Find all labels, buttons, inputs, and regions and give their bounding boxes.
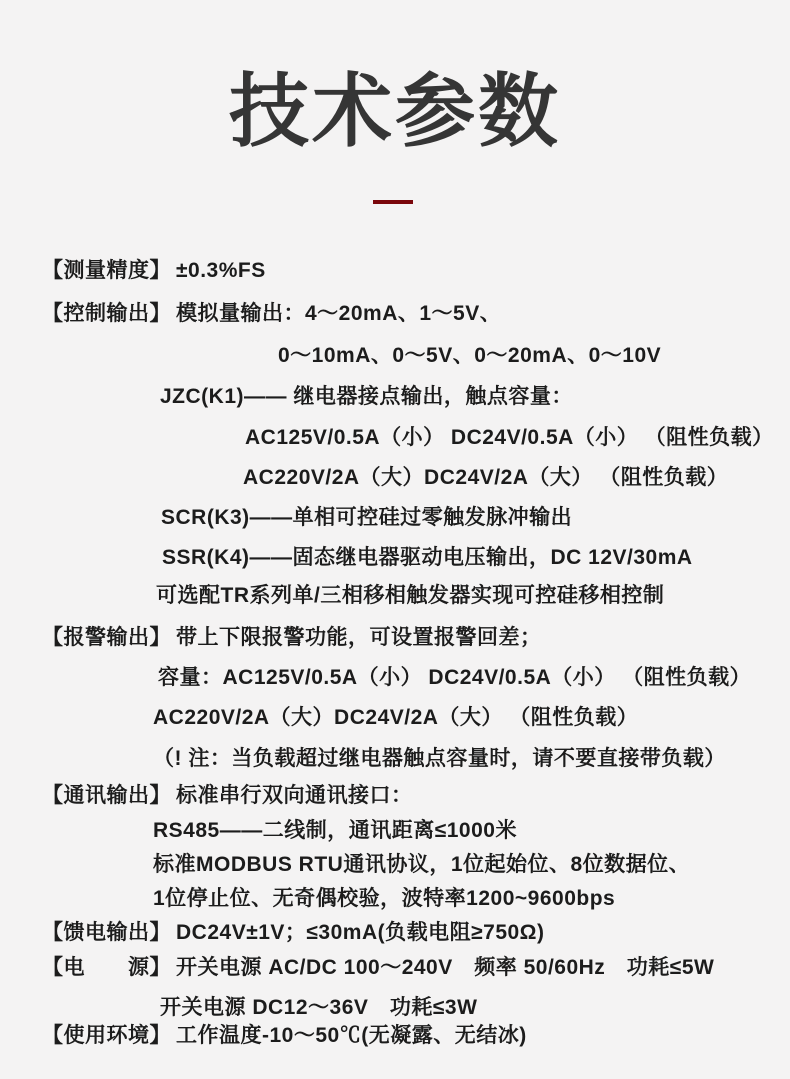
spec-value: 可选配TR系列单/三相移相触发器实现可控硅移相控制 (156, 584, 665, 607)
spec-label: 【使用环境】 (42, 1024, 171, 1047)
spec-value: ±0.3%FS (176, 259, 266, 282)
spec-line-feed-output (42, 918, 545, 948)
spec-value: AC125V/0.5A（小） DC24V/0.5A（小） （阻性负载） (245, 426, 774, 449)
spec-value: 标准MODBUS RTU通讯协议，1位起始位、8位数据位、 (153, 853, 691, 876)
spec-line-power-supply (42, 953, 714, 983)
spec-line-jzc-k1 (160, 382, 573, 412)
spec-line-analog-ranges (278, 341, 661, 371)
spec-value: RS485——二线制，通讯距离≤1000米 (153, 819, 517, 842)
spec-line-environment (42, 1021, 527, 1051)
spec-line-alarm-output (42, 623, 542, 653)
spec-line-alarm-note (153, 744, 726, 774)
spec-value: AC220V/2A（大）DC24V/2A（大） （阻性负载） (153, 706, 639, 729)
spec-line-relay-capacity-large (243, 463, 728, 493)
spec-value: 模拟量输出：4～20mA、1～5V、 (176, 302, 502, 325)
spec-label: 【控制输出】 (42, 302, 171, 325)
spec-line-power-supply-dc (160, 993, 477, 1023)
spec-value: 0～10mA、0～5V、0～20mA、0～10V (278, 344, 662, 367)
spec-line-relay-capacity-small (245, 423, 774, 453)
spec-value: AC220V/2A（大）DC24V/2A（大） （阻性负载） (243, 466, 729, 489)
spec-label: 【电 源】 (42, 956, 171, 979)
title-divider (373, 200, 413, 204)
spec-value: 带上下限报警功能，可设置报警回差； (176, 626, 542, 649)
spec-label: 【测量精度】 (42, 259, 171, 282)
spec-value: SCR(K3)——单相可控硅过零触发脉冲输出 (161, 506, 573, 529)
spec-line-alarm-capacity-large (153, 703, 638, 733)
spec-line-modbus (153, 850, 690, 880)
spec-value: DC24V±1V；≤30mA(负载电阻≥750Ω) (176, 921, 545, 944)
spec-value: （! 注：当负载超过继电器触点容量时，请不要直接带负载） (153, 747, 726, 770)
spec-label: 【通讯输出】 (42, 784, 171, 807)
spec-value: 标准串行双向通讯接口： (176, 784, 413, 807)
spec-value: 开关电源 DC12～36V 功耗≤3W (160, 996, 478, 1019)
spec-line-baudrate (153, 884, 615, 914)
spec-line-tr-option (156, 581, 664, 611)
spec-line-ssr-k4 (162, 543, 693, 573)
spec-line-alarm-capacity-small (158, 663, 751, 693)
spec-value: JZC(K1)—— 继电器接点输出，触点容量： (160, 385, 573, 408)
spec-value: 工作温度-10～50℃(无凝露、无结冰) (176, 1024, 527, 1047)
spec-label: 【馈电输出】 (42, 921, 171, 944)
spec-line-scr-k3 (161, 503, 572, 533)
spec-value: SSR(K4)——固态继电器驱动电压输出，DC 12V/30mA (162, 546, 693, 569)
spec-line-comm-output (42, 781, 413, 811)
spec-line-accuracy (42, 256, 266, 286)
spec-value: 容量：AC125V/0.5A（小） DC24V/0.5A（小） （阻性负载） (158, 666, 752, 689)
page-title: 技术参数 (229, 67, 561, 156)
spec-value: 开关电源 AC/DC 100～240V 频率 50/60Hz 功耗≤5W (176, 956, 715, 979)
spec-line-control-output (42, 299, 501, 329)
spec-line-rs485 (153, 816, 517, 846)
spec-value: 1位停止位、无奇偶校验，波特率1200~9600bps (153, 887, 616, 910)
spec-label: 【报警输出】 (42, 626, 171, 649)
